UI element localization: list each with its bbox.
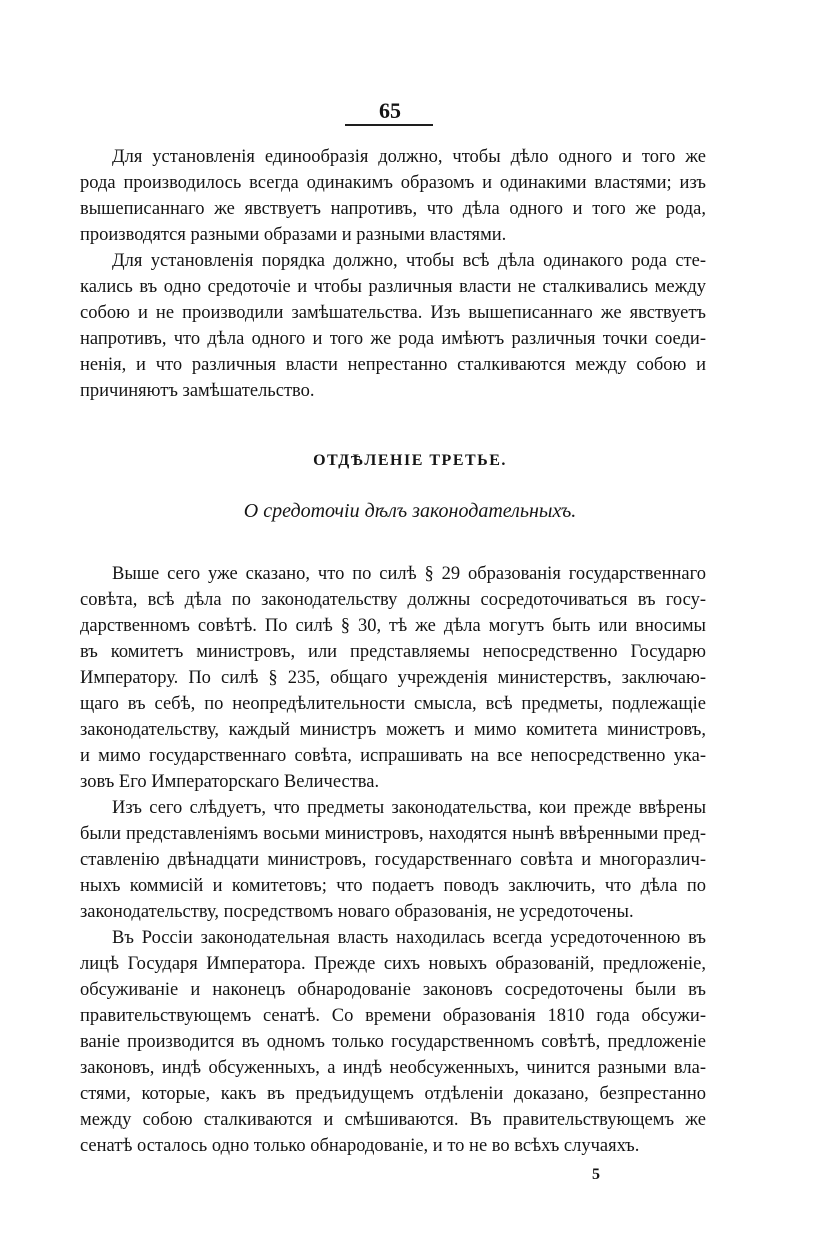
- paragraph-line: между собою сталкиваются и смѣшиваются. Въ правительствующемъ же: [80, 1110, 706, 1130]
- paragraph-line: законовъ, индѣ обсуженныхъ, а индѣ необсуженныхъ, чинится разными вла-: [80, 1058, 706, 1078]
- paragraph-line: зовъ Его Императорскаго Величества.: [80, 772, 380, 792]
- paragraph-line: законодательству, посредствомъ новаго образованія, не усредоточены.: [80, 902, 634, 922]
- paragraph-line: правительствующемъ сенатѣ. Со времени образованія 1810 года обсужи-: [80, 1006, 706, 1026]
- paragraph-line: производятся разными образами и разными властями.: [80, 225, 507, 245]
- section-subtitle: О средоточіи дѣлъ законодательныхъ.: [243, 500, 577, 522]
- printer-signature-mark: 5: [592, 1166, 600, 1183]
- paragraph-line: ненія, и что различныя власти непрестанно сталкиваются между собою и: [80, 355, 706, 375]
- paragraph-line: рода производилось всегда одинакимъ образомъ и одинакими властями; изъ: [80, 173, 706, 193]
- paragraph-line: собою и не производили замѣшательства. Изъ вышеписаннаго же явствуетъ: [80, 303, 706, 323]
- paragraph-line: Въ Россіи законодательная власть находилась всегда усредоточенною въ: [112, 928, 706, 948]
- paragraph-line: щаго въ себѣ, по неопредѣлительности смысла, всѣ предметы, подлежащіе: [80, 694, 706, 714]
- paragraph-line: совѣта, всѣ дѣла по законодательству должны сосредоточиваться въ госу-: [80, 590, 706, 610]
- paragraph-line: ныхъ коммисій и комитетовъ; что подаетъ поводъ заключить, что дѣла по: [80, 876, 706, 896]
- paragraph-line: ваніе производится въ одномъ только государственномъ совѣтѣ, предложеніе: [80, 1032, 706, 1052]
- section-heading: ОТДѢЛЕНІЕ ТРЕТЬЕ.: [313, 452, 507, 469]
- paragraph-consequence: [80, 795, 706, 925]
- paragraph-line: Изъ сего слѣдуетъ, что предметы законодательства, кои прежде ввѣрены: [112, 798, 706, 818]
- paragraph-line: ставленію двѣнадцати министровъ, государственнаго совѣта и многоразлич-: [80, 850, 706, 870]
- paragraph-line: причиняютъ замѣшательство.: [80, 381, 315, 401]
- paragraph-line: сенатѣ осталось одно только обнародованіе, и то не во всѣхъ случаяхъ.: [80, 1136, 640, 1156]
- paragraph-russia-legislative-power: [80, 925, 706, 1159]
- paragraph-line: въ комитетъ министровъ, или представляемы непосредственно Государю: [80, 642, 706, 662]
- paragraph-line: стями, которые, какъ въ предъидущемъ отдѣленіи доказано, безпрестанно: [80, 1084, 706, 1104]
- paragraph-line: дарственномъ совѣтѣ. По силѣ § 30, тѣ же дѣла могутъ быть или вносимы: [80, 616, 706, 636]
- paragraph-line: лицѣ Государя Императора. Прежде сихъ новыхъ образованій, предложеніе,: [80, 954, 706, 974]
- paragraph-line: вышеписаннаго же явствуетъ напротивъ, что дѣла одного и того же рода,: [80, 199, 706, 219]
- paragraph-legislative-concentration: [80, 561, 706, 795]
- paragraph-line: Императору. По силѣ § 235, общаго учрежденія министерствъ, заключаю-: [80, 668, 706, 688]
- paragraph-line: Для установленія порядка должно, чтобы всѣ дѣла одинакого рода сте-: [112, 251, 706, 271]
- paragraph-uniformity: [80, 144, 706, 248]
- page-number-rule: [345, 124, 433, 126]
- paragraph-line: напротивъ, что дѣла одного и того же рода имѣютъ различныя точки соеди-: [80, 329, 706, 349]
- paragraph-line: законодательству, каждый министръ можетъ и мимо комитета министровъ,: [80, 720, 706, 740]
- paragraph-line: были представленіямъ восьми министровъ, находятся нынѣ ввѣренными пред-: [80, 824, 706, 844]
- paragraph-line: Выше сего уже сказано, что по силѣ § 29 образованія государственнаго: [112, 564, 706, 584]
- paragraph-order: [80, 248, 706, 404]
- paragraph-line: и мимо государственнаго совѣта, испрашивать на все непосредственно ука-: [80, 746, 706, 766]
- paragraph-line: обсуживаніе и наконецъ обнародованіе законовъ сосредоточены были въ: [80, 980, 706, 1000]
- paragraph-line: кались въ одно средоточіе и чтобы различныя власти не сталкивались между: [80, 277, 706, 297]
- page-number: 65: [379, 98, 401, 123]
- paragraph-line: Для установленія единообразія должно, чтобы дѣло одного и того же: [112, 147, 706, 167]
